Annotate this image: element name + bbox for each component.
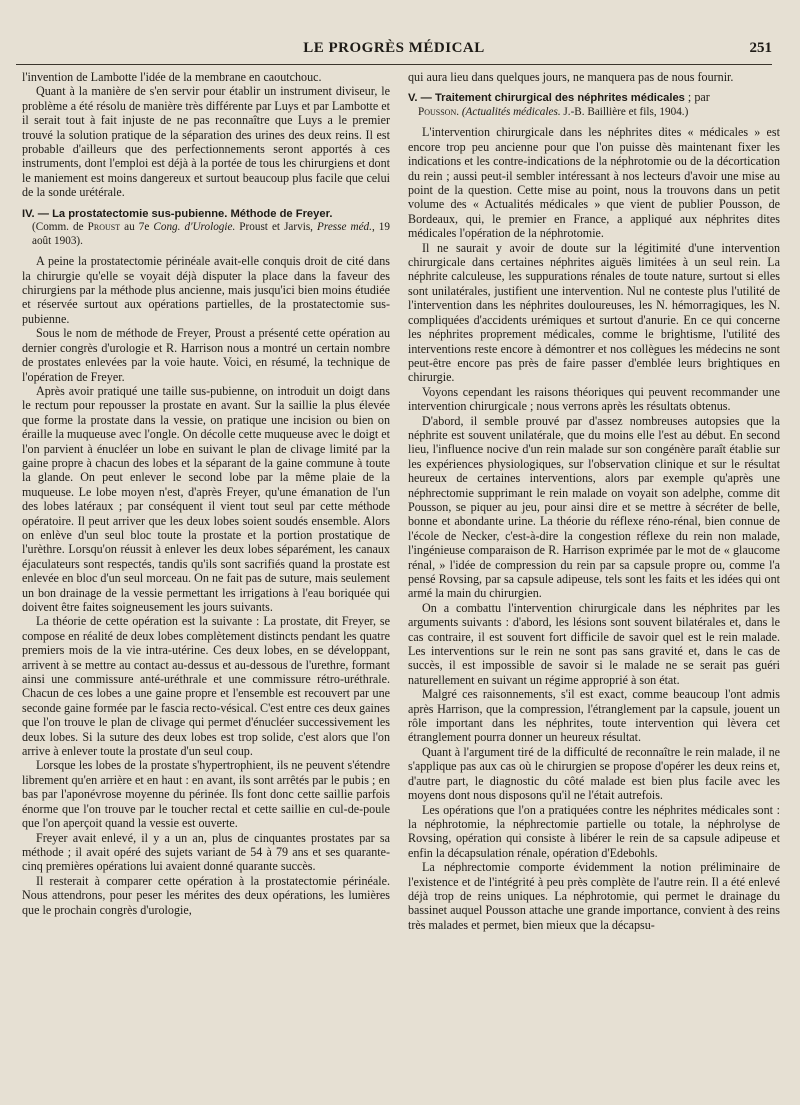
paragraph: Après avoir pratiqué une taille sus-pubienne, on introduit un doigt dans le rectum pour repousser la prostate en avant. Sur la saillie la plus élevée que forme la prostate dans la vessie, on pratique une incision ou bien on éraille la muqueuse avec l'ongle. On décolle cette muqueuse avec le doigt et l'on parvient à énucléer un lobe en suivant le plan de clivage limité par la gaine propre à chacun des lobes et la séparant de la gaine commune à toute la glande. On peut enlever le second lobe par la même plaie de la muqueuse. Le lobe moyen n'est, d'après Freyer, qu'une émanation de l'un des lobes latéraux ; par conséquent il vient tout seul par cette méthode opératoire. Il peut arriver que les deux lobes soient soudés ensemble. Alors on enlève d'un seul bloc toute la prostate et la portion prostatique de l'urèthre. Lorsqu'on réussit à enlever les deux lobes séparément, les canaux éjaculateurs sont respectés, tandis qu'ils sont sacrifiés quand la prostate est enlevée en bloc d'un seul morceau. On ne fait pas de suture, mais seulement un bon drainage de la vessie permettant les irrigations à l'eau boriquée qui doivent être faites soigneusement les jours suivants. [22,383,390,614]
section-number: IV. — [22,207,53,220]
ref-text: (Comm. de [32,221,88,234]
page-number: 251 [749,40,772,56]
paragraph: Lorsque les lobes de la prostate s'hypertrophient, ils ne peuvent s'étendre librement qu'en arrière et en haut : en avant, ils sont arrêtés par le pubis ; en bas par l'aponévrose moyenne du périnée. Ils font donc cette saillie parfois énorme que l'on trouve par le toucher rectal et cette saillie en cul-de-poule que l'on aperçoit quand la vessie est ouverte. [22,758,390,831]
paragraph: Quant à la manière de s'en servir pour établir un instrument diviseur, le problème a été résolu de manière très différente par Luys et par Lambotte et il serait tout à fait injuste de ne pas reconnaître que Luys a le premier trouvé la solution pratique de la séparation des urines des deux reins. Il est probable d'ailleurs que des perfectionnements seront apportés à ces instruments, dont l'emploi est déjà à la portée de tous les chirurgiens et dont le maniement est moins dangereux et surtout beaucoup plus facile que celui de la sonde urétérale. [22,84,390,200]
paragraph: l'invention de Lambotte l'idée de la membrane en caoutchouc. [22,70,322,84]
left-column [22,70,390,917]
section-title: Traitement chirurgical des néphrites médicales [434,92,685,105]
paragraph: Malgré ces raisonnements, s'il est exact, comme beaucoup l'ont admis après Harrison, que la compression, l'étranglement par la capsule, jouent un rôle important dans les néphrites, toute intervention qui lèvera cet étranglement pourra donner un heureux résultat. [408,687,780,745]
paragraph: D'abord, il semble prouvé par d'assez nombreuses autopsies que la néphrite est souvent unilatérale, que du moins elle l'est au début. En second lieu, l'influence nocive d'un rein malade sur son congénère paraît établie sur les expériences physiologiques, sur l'observation clinique et sur le résultat heureux de certaines interventions, alors par exemple qu'après une néphrectomie supprimant le rein malade on voyait son adelphe, comme dit Pousson, se piquer au jeu, pour ainsi dire et se mettre à sécréter de belle, bonne et abondante urine. La théorie du réflexe réno-rénal, bien connue de l'école de Necker, c'est-à-dire la congestion réflexe du rein non malade, l'ingénieuse comparaison de R. Harrison exprimée par le mot de « glaucome rénal, » l'idée de compression du rein par sa capsule propre ou, comme l'a pensé Rovsing, par sa capsule adipeuse, tels sont les faits et les idées qui ont armé la main du chirurgien. [408,413,780,601]
ref-author: Proust [87,221,121,234]
section-reference [418,106,780,120]
paragraph: L'intervention chirurgicale dans les néphrites dites « médicales » est encore trop peu ancienne pour que l'on puisse dès maintenant fixer les indications et les contre-indications de la néphrotomie ou de la décortication du rein ; aussi peut-il sembler intéressant à nos lecteurs d'avoir une mise au point de la question. Cette mise au point, nous la trouvons dans un petit volume des « Actualités médicales » que vient de publier Pousson, de Bordeaux, qui, le premier en France, a appliqué aux néphrites dites médicales l'opération de la néphrotomie. [408,125,780,241]
section-title: La prostatectomie sus-pubienne. Méthode de Freyer. [52,207,333,220]
ref-journal: Presse méd. [317,221,372,234]
paragraph: Il resterait à comparer cette opération à la prostatectomie périnéale. Nous attendrons, pour peser les mérites des deux opérations, les lumières que le prochain congrès d'urologie, [22,873,390,917]
section-reference [32,221,390,248]
ref-text: au 7e [120,221,154,234]
ref-journal: (Actualités médicales. [459,105,561,118]
ref-text: Proust et Jarvis, [235,221,318,234]
paragraph: On a combattu l'intervention chirurgicale dans les néphrites par les arguments suivants : d'abord, les lésions sont souvent bilatérales et, dans le cas contraire, il est souvent fort difficile de savoir quel est le rein malade. Les interventions sur le rein ne sont pas sans gravité et, dans le cas de succès, il est impossible de savoir si le malade ne se serait pas guéri naturellement en suivant un régime approprié à son état. [408,600,780,687]
journal-title: LE PROGRÈS MÉDICAL [303,40,485,56]
paragraph: Freyer avait enlevé, il y a un an, plus de cinquantes prostates par sa méthode ; il avait opéré des sujets variant de 54 à 79 ans et ses quarante-cinq premières opérations lui avaient donné quarante succès. [22,830,390,874]
section-title-tail: ; par [684,90,710,105]
section-heading [22,206,390,221]
paragraph: Il ne saurait y avoir de doute sur la légitimité d'une intervention chirurgicale dans certaines néphrites aiguës limitées à un seul rein. La néphrite calculeuse, les suppurations rénales de toute nature, surtout si elles sont unilatérales, justifient une intervention. Nul ne conteste plus l'utilité de l'intervention dans les néphrites douloureuses, les N. hémorragiques, les N. compliquées d'accidents urémiques et surtout d'anurie. En ce qui concerne les néphrites proprement médicales, comme le brightisme, l'utilité des interventions reste encore à démontrer et nos collègues les médecins ne sont peut-être encore pas près de faire passer d'emblée leurs brightiques en chirurgie. [408,240,780,385]
section-heading [408,90,780,105]
paragraph: Les opérations que l'on a pratiquées contre les néphrites médicales sont : la néphrotomie, la néphrectomie partielle ou totale, la néphrolyse de Rovsing, opération qui consiste à libérer le rein de sa capsule adipeuse et enfin la décapsulation rénale, opération d'Edebohls. [408,802,780,860]
ref-text: J.-B. Baillière et fils, 1904.) [560,105,689,118]
ref-text: , 19 août 1903). [32,221,390,247]
paragraph: La néphrectomie comporte évidemment la notion préliminaire de l'existence et de l'intégrité à peu près complète de l'autre rein. Il a été enlevé déjà trop de reins uniques. La néphrotomie, qui permet le drainage du bassinet auquel Pousson attache une grande importance, convient à des reins très malades et permet, bien mieux que la décapsu- [408,860,780,932]
ref-congress: Cong. d'Urologie. [153,221,236,234]
section-number: V. — [408,92,435,105]
paragraph: Quant à l'argument tiré de la difficulté de reconnaître le rein malade, il ne s'applique pas aux cas où le chirurgien se propose d'opérer les deux reins et, d'autre part, le diagnostic du côté malade est bien plus facile avec les moyens dont nous disposons qu'il ne l'était autrefois. [408,744,780,803]
ref-author: Pousson. [418,105,460,118]
paragraph: Sous le nom de méthode de Freyer, Proust a présenté cette opération au dernier congrès d'urologie et R. Harrison nous a montré un certain nombre de prostates enlevées par la voie haute. Voici, en résumé, la technique de l'opération de Freyer. [22,326,390,384]
paragraph: qui aura lieu dans quelques jours, ne manquera pas de nous fournir. [408,70,734,84]
paragraph: A peine la prostatectomie périnéale avait-elle conquis droit de cité dans la chirurgie qu'elle se voyait déjà disputer la place dans la faveur des chirurgiens par la méthode plus ancienne, mais jusqu'ici bien moins étudiée et réservée surtout aux opérations partielles, de la prostatectomie sus-pubienne. [22,254,390,326]
paragraph: La théorie de cette opération est la suivante : La prostate, dit Freyer, se compose en réalité de deux lobes complètement distincts pendant les quatre premiers mois de la vie intra-utérine. Ces deux lobes, en se développant, arrivent à se mettre au contact au-dessus et au-dessous de l'urethre, formant ainsi une commissure anté-uréthrale et une commissure rétro-uréthrale. Chacun de ces lobes a une gaine propre et l'ensemble est recouvert par une seconde gaine formée par le fascia recto-vésical. C'est entre ces deux gaines que l'on trouve le plan de clivage qui permet d'énucléer successivement les deux lobes. Si la suture des deux lobes est trop solide, c'est alors que l'on arrive à enlever toute la prostate d'un seul coup. [22,614,390,759]
right-column [408,70,780,932]
page-header [16,40,772,65]
paragraph: Voyons cependant les raisons théoriques qui peuvent recommander une intervention chirurgicale ; nous verrons après les résultats obtenus. [408,384,780,414]
